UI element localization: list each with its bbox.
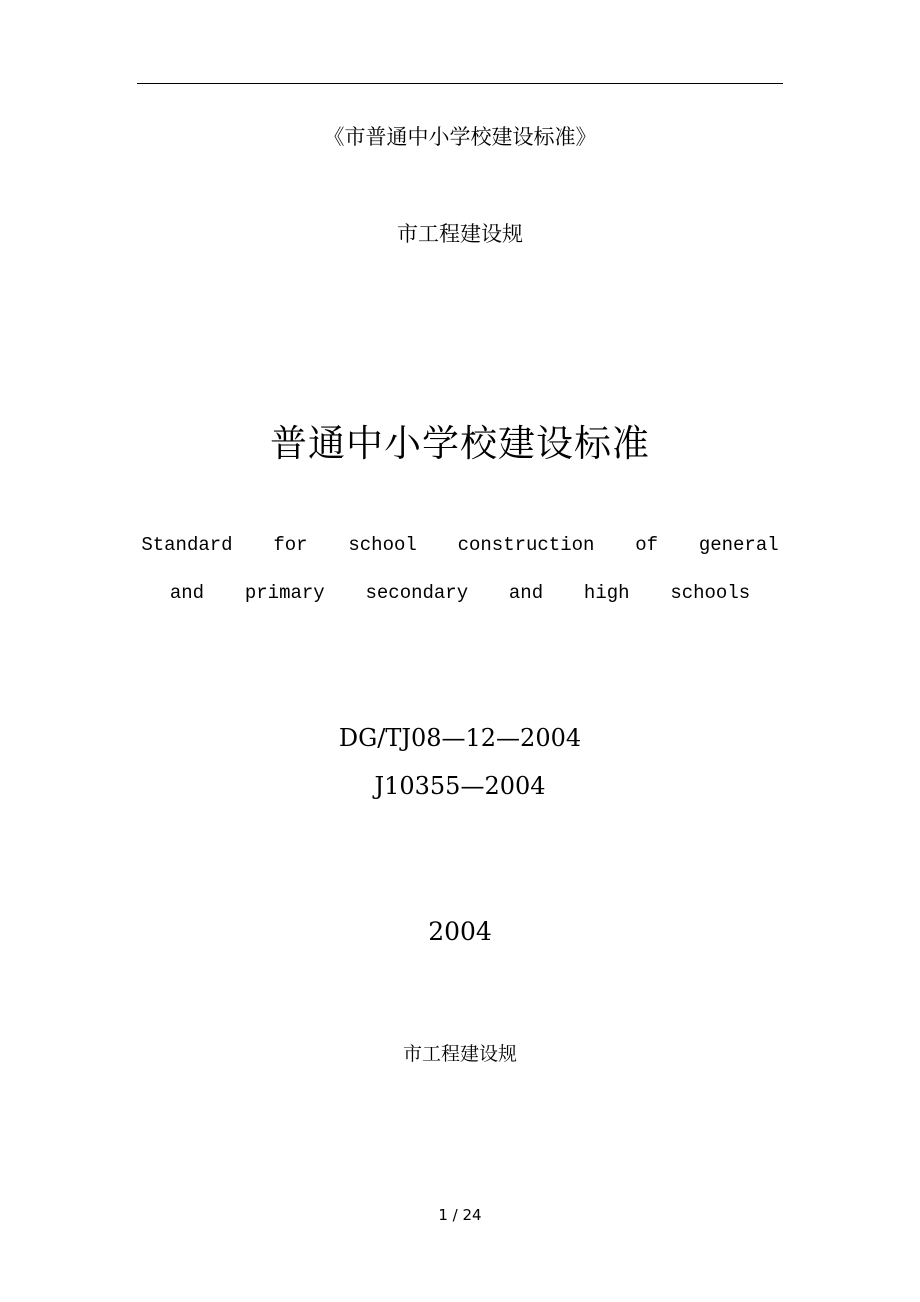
header-title: 《市普通中小学校建设标准》	[323, 125, 597, 149]
issuer-text-bottom: 市工程建设规	[402, 1043, 517, 1065]
english-title-line-1: Standard for school construction of general	[141, 534, 779, 556]
issuer-text-top: 市工程建设规	[397, 222, 523, 246]
header-rule	[137, 83, 783, 84]
standard-code: DG/TJ08—12—2004	[338, 724, 582, 752]
page-number: 1 / 24	[438, 1206, 482, 1224]
record-code: J10355—2004	[374, 772, 546, 800]
english-title-line-2: and primary secondary and high schools	[169, 582, 751, 604]
main-title: 普通中小学校建设标准	[270, 422, 650, 465]
publication-year: 2004	[428, 917, 492, 946]
